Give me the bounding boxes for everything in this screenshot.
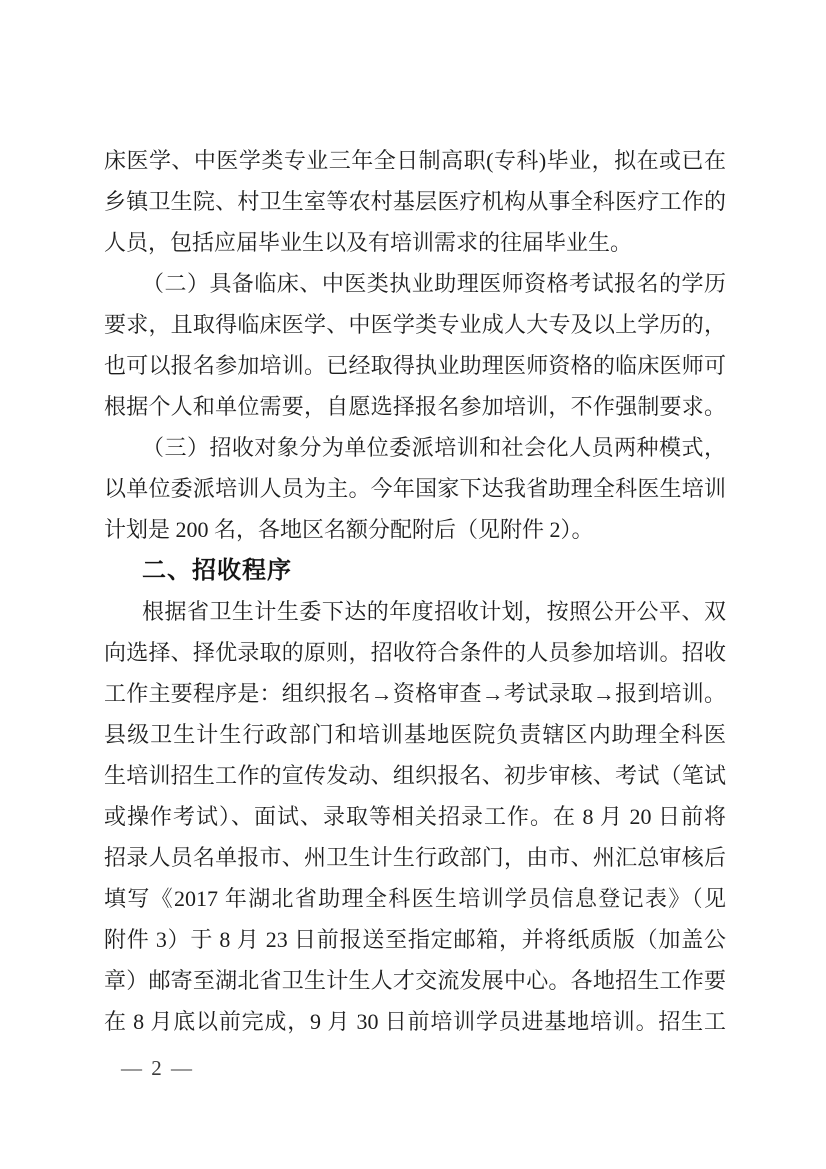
document-line: 工作主要程序是：组织报名→资格审查→考试录取→报到培训。 [104, 681, 726, 706]
document-line: 向选择、择优录取的原则，招收符合条件的人员参加培训。招收 [104, 640, 726, 665]
document-line: 根据个人和单位需要，自愿选择报名参加培训，不作强制要求。 [104, 394, 726, 419]
document-line: 招录人员名单报市、州卫生计生行政部门，由市、州汇总审核后 [104, 845, 726, 870]
document-line: 乡镇卫生院、村卫生室等农村基层医疗机构从事全科医疗工作的 [104, 189, 726, 214]
document-line: 也可以报名参加培训。已经取得执业助理医师资格的临床医师可 [104, 353, 726, 378]
page-number: — 2 — [121, 1056, 194, 1080]
document-line: 章）邮寄至湖北省卫生计生人才交流发展中心。各地招生工作要 [104, 968, 726, 993]
document-body [104, 140, 726, 1042]
document-line: 填写《2017 年湖北省助理全科医生培训学员信息登记表》（见 [104, 886, 726, 911]
document-line: 要求，且取得临床医学、中医学类专业成人大专及以上学历的， [104, 312, 726, 337]
document-line: （二）具备临床、中医类执业助理医师资格考试报名的学历 [142, 271, 726, 296]
document-line: 生培训招生工作的宣传发动、组织报名、初步审核、考试（笔试 [104, 763, 726, 788]
section-heading-recruitment-procedure: 二、招收程序 [142, 557, 292, 584]
document-line: 或操作考试）、面试、录取等相关招录工作。在 8 月 20 日前将 [104, 804, 726, 829]
document-line: 人员，包括应届毕业生以及有培训需求的往届毕业生。 [104, 230, 633, 255]
document-line: 根据省卫生计生委下达的年度招收计划，按照公开公平、双 [142, 599, 726, 624]
document-line: 县级卫生计生行政部门和培训基地医院负责辖区内助理全科医 [104, 722, 726, 747]
document-line: 以单位委派培训人员为主。今年国家下达我省助理全科医生培训 [104, 476, 726, 501]
document-line: 床医学、中医学类专业三年全日制高职(专科)毕业，拟在或已在 [104, 148, 726, 173]
document-line: 计划是 200 名，各地区名额分配附后（见附件 2）。 [104, 517, 594, 542]
document-line: 在 8 月底以前完成，9 月 30 日前培训学员进基地培训。招生工 [104, 1009, 726, 1034]
document-line: （三）招收对象分为单位委派培训和社会化人员两种模式， [142, 435, 726, 460]
document-line: 附件 3）于 8 月 23 日前报送至指定邮箱，并将纸质版（加盖公 [104, 927, 726, 952]
